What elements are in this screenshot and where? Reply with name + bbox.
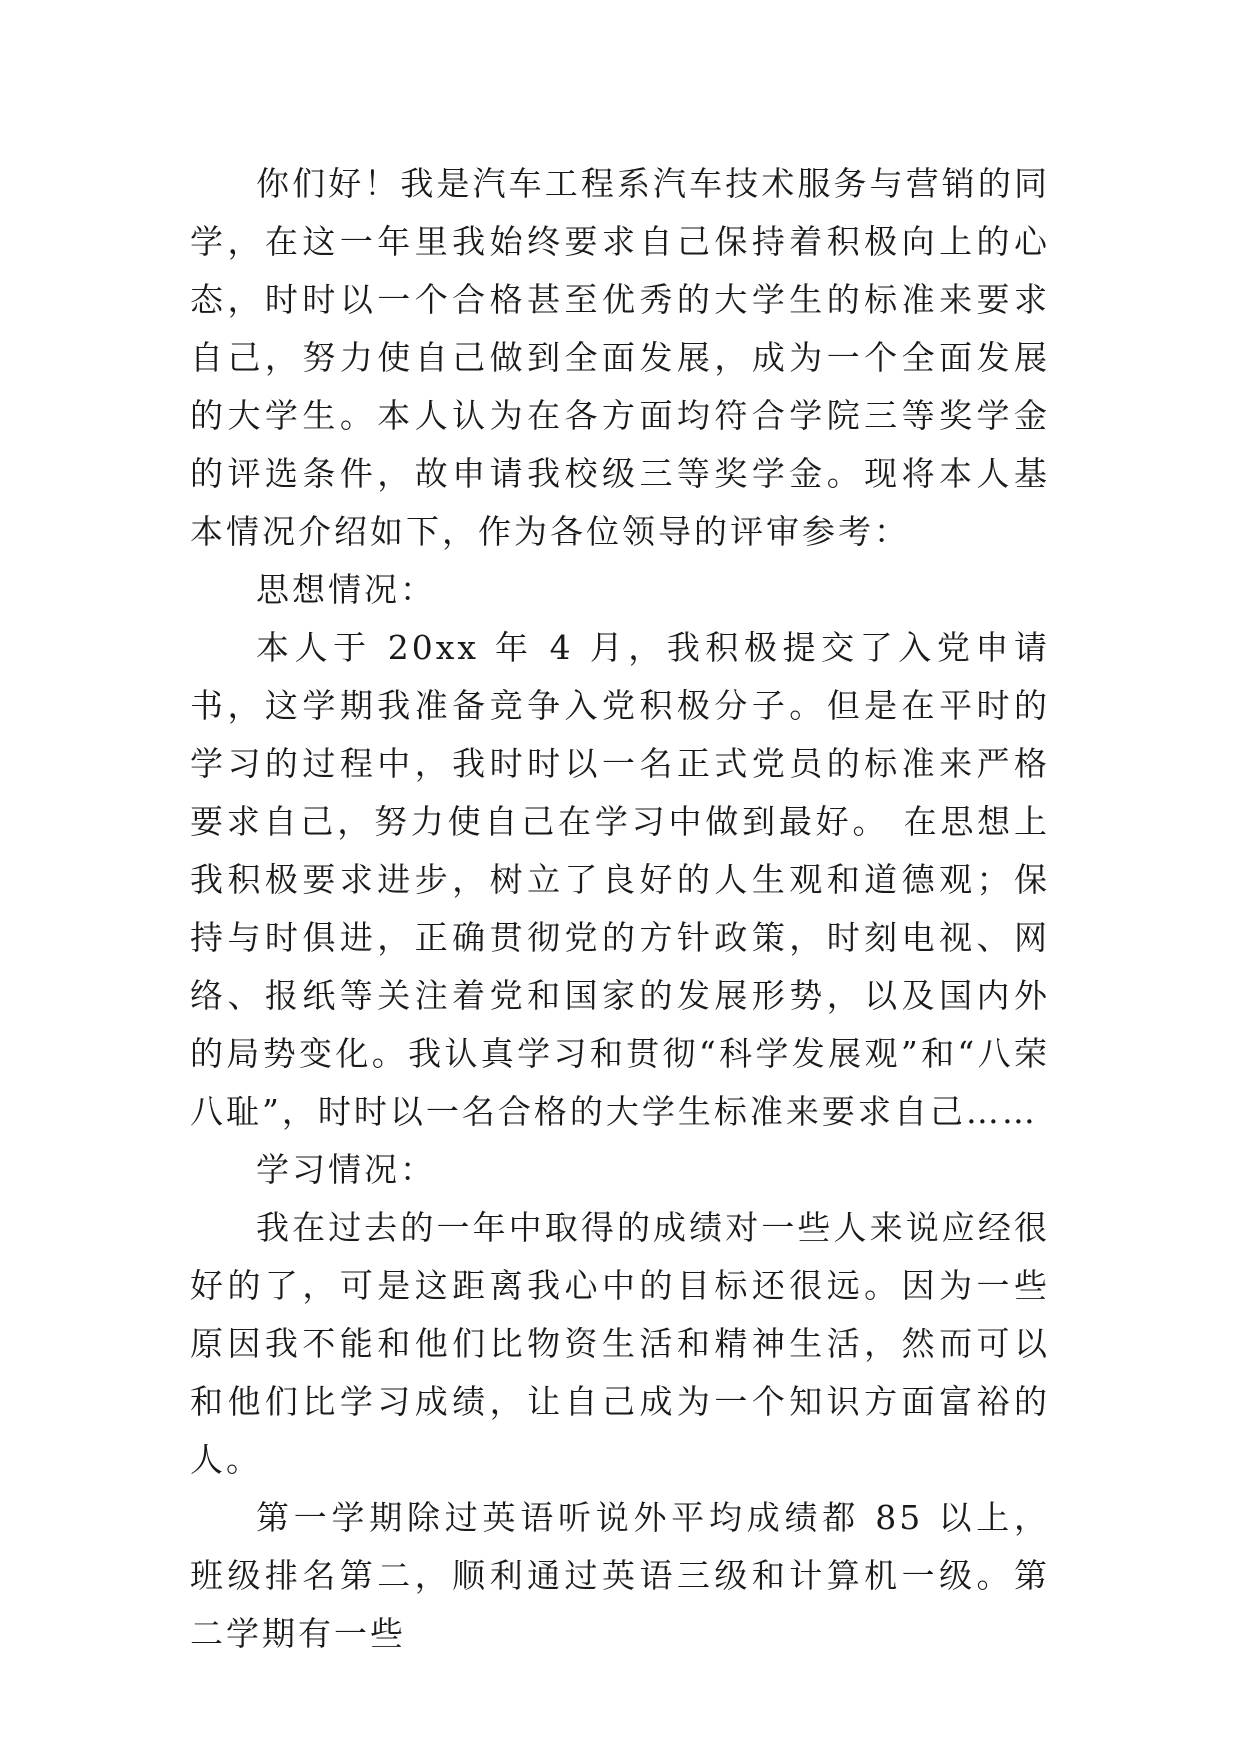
study-paragraph: 我在过去的一年中取得的成绩对一些人来说应经很好的了，可是这距离我心中的目标还很远。因为一些原因我不能和他们比物资生活和精神生活，然而可以和他们比学习成绩，让自己成为一个知识方面富裕的人。 [190,1208,1050,1479]
thought-paragraph: 本人于 20xx 年 4 月，我积极提交了入党申请书，这学期我准备竞争入党积极分子。但是在平时的学习的过程中，我时时以一名正式党员的标准来严格要求自己，努力使自己在学习中做到最好。 在思想上我积极要求进步，树立了良好的人生观和道德观；保持与时俱进，正确贯彻党的方针政策，时刻电视、网络、报纸等关注着党和国家的发展形势，以及国内外的局势变化。我认真学习和贯彻“科学发展观”和“八荣八耻”，时时以一名合格的大学生标准来要求自己…… [190,628,1050,1131]
document-body [190,155,1050,1663]
intro-paragraph: 你们好！我是汽车工程系汽车技术服务与营销的同学，在这一年里我始终要求自己保持着积极向上的心态，时时以一个合格甚至优秀的大学生的标准来要求自己，努力使自己做到全面发展，成为一个全面发展的大学生。本人认为在各方面均符合学院三等奖学金的评选条件，故申请我校级三等奖学金。现将本人基本情况介绍如下，作为各位领导的评审参考： [190,164,1050,551]
section-heading-study: 学习情况： [256,1150,436,1189]
grades-paragraph: 第一学期除过英语听说外平均成绩都 85 以上，班级排名第二，顺利通过英语三级和计算机一级。第二学期有一些 [190,1498,1050,1653]
section-heading-thought: 思想情况： [256,570,436,609]
